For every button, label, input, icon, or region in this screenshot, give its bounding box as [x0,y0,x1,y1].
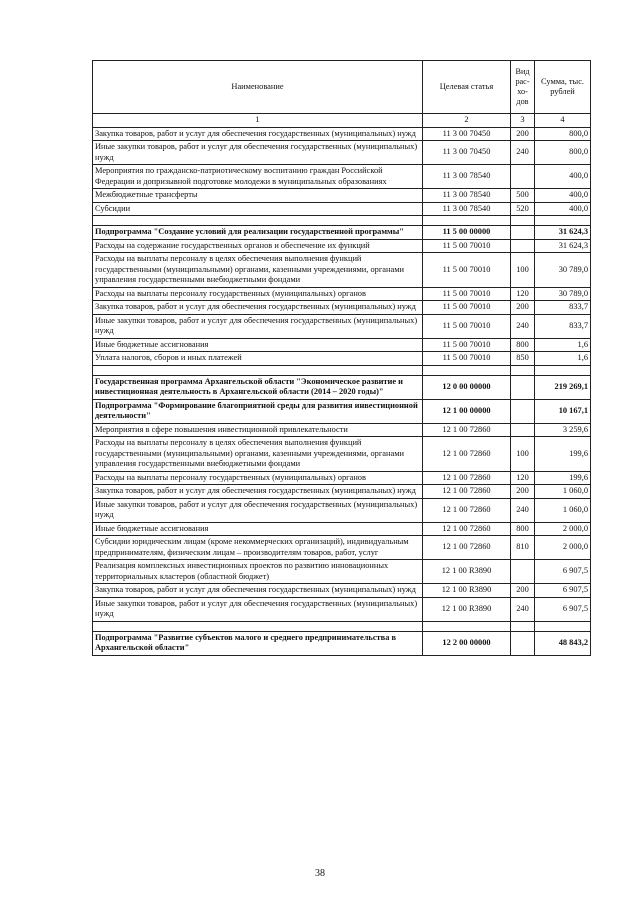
row-vid [511,423,535,437]
row-sum: 1 060,0 [535,498,591,522]
row-vid: 100 [511,253,535,288]
row-article: 11 5 00 70010 [423,287,511,301]
row-article: 12 1 00 00000 [423,399,511,423]
row-vid: 520 [511,202,535,216]
spacer-cell [535,365,591,375]
row-article: 12 1 00 R3890 [423,560,511,584]
row-sum: 30 789,0 [535,287,591,301]
spacer-cell [423,621,511,631]
table-row [93,314,591,338]
row-name: Подпрограмма "Развитие субъектов малого и среднего предпринимательства в Архангельской области" [93,631,423,655]
row-article: 12 1 00 72860 [423,471,511,485]
row-article: 11 5 00 70010 [423,352,511,366]
row-sum: 2 000,0 [535,522,591,536]
table-row [93,437,591,472]
row-article: 11 5 00 00000 [423,226,511,240]
row-sum: 48 843,2 [535,631,591,655]
row-sum: 800,0 [535,141,591,165]
row-name: Иные закупки товаров, работ и услуг для обеспечения государственных (муниципальных) нужд [93,141,423,165]
header-sum: Сумма, тыс. рублей [535,61,591,114]
column-number-row [93,114,591,128]
table-row [93,202,591,216]
row-sum: 31 624,3 [535,226,591,240]
spacer-cell [93,365,423,375]
spacer-row [93,365,591,375]
column-number: 2 [423,114,511,128]
row-sum: 400,0 [535,165,591,189]
spacer-cell [511,216,535,226]
row-vid: 240 [511,498,535,522]
row-article: 12 1 00 72860 [423,437,511,472]
row-vid: 240 [511,314,535,338]
row-article: 11 3 00 70450 [423,141,511,165]
table-row [93,560,591,584]
row-vid [511,560,535,584]
row-sum: 6 907,5 [535,584,591,598]
row-vid: 810 [511,536,535,560]
row-name: Уплата налогов, сборов и иных платежей [93,352,423,366]
row-sum: 30 789,0 [535,253,591,288]
row-sum: 2 000,0 [535,536,591,560]
row-vid: 200 [511,584,535,598]
page-number: 38 [315,868,325,879]
spacer-cell [423,216,511,226]
row-name: Подпрограмма "Формирование благоприятной среды для развития инвестиционной деятельности" [93,399,423,423]
row-sum: 3 259,6 [535,423,591,437]
row-vid: 200 [511,301,535,315]
row-article: 11 5 00 70010 [423,314,511,338]
row-article: 12 1 00 R3890 [423,597,511,621]
table-row [93,352,591,366]
row-article: 11 5 00 70010 [423,301,511,315]
table-row [93,536,591,560]
row-sum: 219 269,1 [535,375,591,399]
column-number: 1 [93,114,423,128]
row-vid [511,631,535,655]
row-article: 11 3 00 70450 [423,127,511,141]
row-article: 12 0 00 00000 [423,375,511,399]
row-vid: 120 [511,287,535,301]
spacer-cell [535,621,591,631]
row-vid [511,375,535,399]
row-vid [511,165,535,189]
row-name: Расходы на выплаты персоналу в целях обеспечения выполнения функций государственными (муниципальными) органами, казенными учреждениями, органами управления государственными внебюджетными фондами [93,437,423,472]
column-number: 4 [535,114,591,128]
row-name: Субсидии юридическим лицам (кроме некоммерческих организаций), индивидуальным предпринимателям, физическим лицам – производителям товаров, работ, услуг [93,536,423,560]
table-row [93,522,591,536]
row-sum: 1 060,0 [535,485,591,499]
header-name: Наименование [93,61,423,114]
spacer-cell [535,216,591,226]
table-row [93,485,591,499]
row-article: 11 3 00 78540 [423,189,511,203]
row-sum: 6 907,5 [535,597,591,621]
row-article: 11 5 00 70010 [423,239,511,253]
row-vid: 200 [511,485,535,499]
row-vid: 500 [511,189,535,203]
table-row [93,127,591,141]
row-sum: 199,6 [535,437,591,472]
row-article: 12 1 00 R3890 [423,584,511,598]
row-article: 12 1 00 72860 [423,423,511,437]
row-name: Закупка товаров, работ и услуг для обеспечения государственных (муниципальных) нужд [93,485,423,499]
spacer-row [93,621,591,631]
table-row [93,189,591,203]
row-sum: 10 167,1 [535,399,591,423]
row-article: 12 1 00 72860 [423,485,511,499]
row-sum: 1,6 [535,352,591,366]
row-article: 12 1 00 72860 [423,522,511,536]
row-sum: 6 907,5 [535,560,591,584]
row-name: Иные закупки товаров, работ и услуг для обеспечения государственных (муниципальных) нужд [93,314,423,338]
row-vid: 200 [511,127,535,141]
row-name: Иные бюджетные ассигнования [93,522,423,536]
row-name: Субсидии [93,202,423,216]
row-article: 12 1 00 72860 [423,536,511,560]
table-body [93,127,591,655]
table-row [93,141,591,165]
table-header-row [93,61,591,114]
row-sum: 1,6 [535,338,591,352]
program-row [93,631,591,655]
table-row [93,239,591,253]
row-vid: 240 [511,141,535,165]
row-sum: 400,0 [535,189,591,203]
program-row [93,226,591,240]
row-article: 12 1 00 72860 [423,498,511,522]
row-article: 11 3 00 78540 [423,165,511,189]
row-name: Закупка товаров, работ и услуг для обеспечения государственных (муниципальных) нужд [93,301,423,315]
row-name: Иные закупки товаров, работ и услуг для обеспечения государственных (муниципальных) нужд [93,498,423,522]
row-name: Мероприятия по гражданско-патриотическому воспитанию граждан Российской Федерации и допризывной подготовке молодежи в муниципальных образованиях [93,165,423,189]
table-row [93,423,591,437]
row-vid: 240 [511,597,535,621]
header-vid: Вид рас- хо- дов [511,61,535,114]
table-row [93,498,591,522]
column-number: 3 [511,114,535,128]
row-article: 11 3 00 78540 [423,202,511,216]
row-name: Иные бюджетные ассигнования [93,338,423,352]
table-row [93,338,591,352]
row-sum: 31 624,3 [535,239,591,253]
spacer-cell [93,216,423,226]
table-row [93,597,591,621]
spacer-row [93,216,591,226]
row-name: Закупка товаров, работ и услуг для обеспечения государственных (муниципальных) нужд [93,127,423,141]
row-vid: 850 [511,352,535,366]
table-row [93,584,591,598]
row-name: Подпрограмма "Создание условий для реализации государственной программы" [93,226,423,240]
row-article: 12 2 00 00000 [423,631,511,655]
row-article: 11 5 00 70010 [423,338,511,352]
row-name: Иные закупки товаров, работ и услуг для обеспечения государственных (муниципальных) нужд [93,597,423,621]
budget-table [92,60,591,656]
row-vid [511,226,535,240]
spacer-cell [93,621,423,631]
spacer-cell [511,621,535,631]
row-vid [511,399,535,423]
row-name: Расходы на выплаты персоналу в целях обеспечения выполнения функций государственными (муниципальными) органами, казенными учреждениями, органами управления государственными внебюджетными фондами [93,253,423,288]
table-row [93,253,591,288]
row-vid: 120 [511,471,535,485]
spacer-cell [511,365,535,375]
row-name: Расходы на выплаты персоналу государственных (муниципальных) органов [93,287,423,301]
row-name: Реализация комплексных инвестиционных проектов по развитию инновационных территориальных кластеров (областной бюджет) [93,560,423,584]
table-row [93,287,591,301]
program-row [93,399,591,423]
row-sum: 833,7 [535,301,591,315]
row-sum: 400,0 [535,202,591,216]
row-name: Расходы на содержание государственных органов и обеспечение их функций [93,239,423,253]
row-vid: 100 [511,437,535,472]
row-article: 11 5 00 70010 [423,253,511,288]
row-name: Расходы на выплаты персоналу государственных (муниципальных) органов [93,471,423,485]
row-vid [511,239,535,253]
header-article: Целевая статья [423,61,511,114]
table-row [93,301,591,315]
row-name: Закупка товаров, работ и услуг для обеспечения государственных (муниципальных) нужд [93,584,423,598]
row-sum: 833,7 [535,314,591,338]
table-row [93,471,591,485]
spacer-cell [423,365,511,375]
row-name: Государственная программа Архангельской области "Экономическое развитие и инвестиционная деятельность в Архангельской области (2014 – 2020 годы)" [93,375,423,399]
row-sum: 199,6 [535,471,591,485]
row-vid: 800 [511,522,535,536]
row-sum: 800,0 [535,127,591,141]
table-row [93,165,591,189]
program-row [93,375,591,399]
row-vid: 800 [511,338,535,352]
row-name: Межбюджетные трансферты [93,189,423,203]
row-name: Мероприятия в сфере повышения инвестиционной привлекательности [93,423,423,437]
